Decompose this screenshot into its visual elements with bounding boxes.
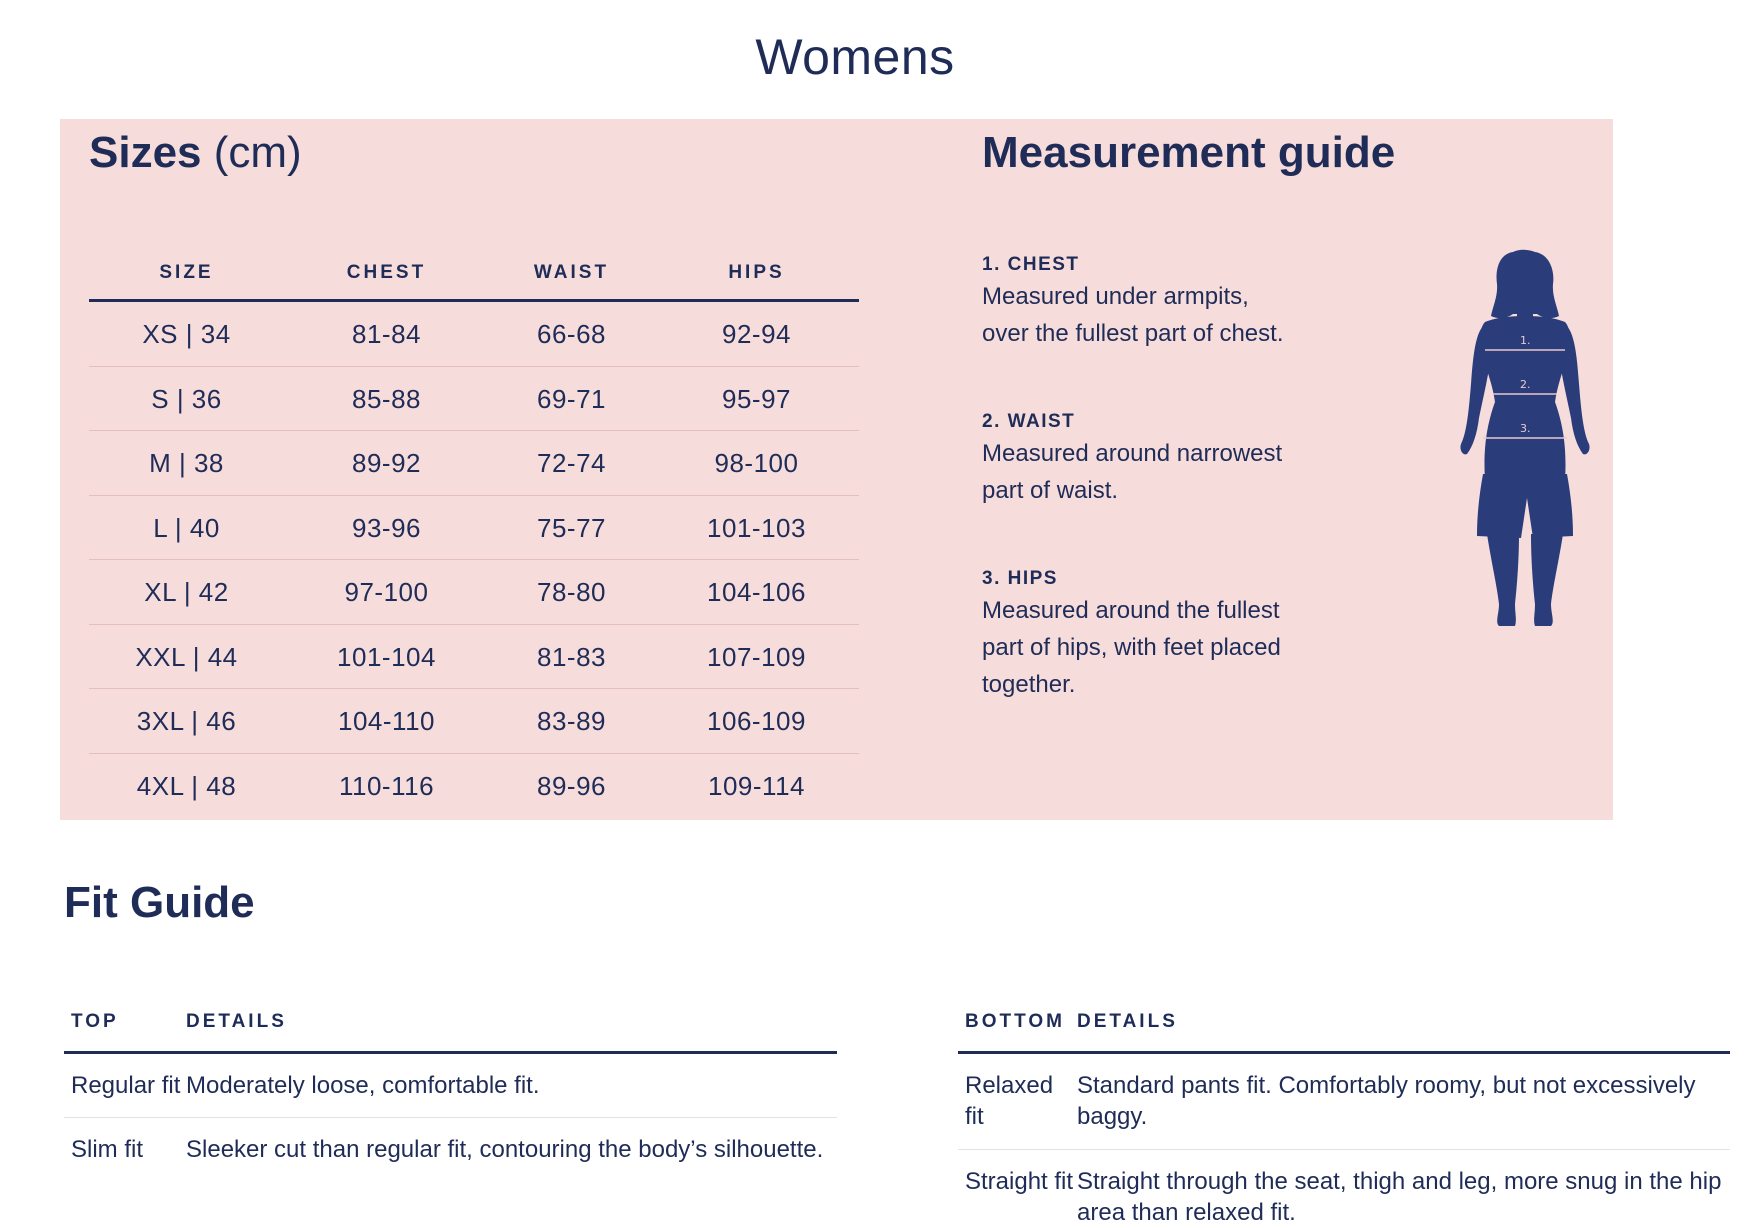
table-row: [89, 367, 859, 432]
fit-details-cell: [1077, 1070, 1696, 1149]
hips-cell: 109-114: [708, 770, 805, 801]
waist-mark: 2.: [1520, 378, 1531, 391]
measurement-guide-heading: Measurement guide: [982, 128, 1396, 177]
chest-cell: 93-96: [352, 512, 421, 543]
fit-name-line: fit: [965, 1103, 984, 1130]
hips-mark: 3.: [1520, 422, 1531, 435]
measurement-text: Measured around the fullest: [982, 597, 1280, 624]
column-header-details: DETAILS: [1077, 1011, 1178, 1032]
measurement-label: 3. HIPS: [982, 568, 1058, 589]
table-row: [89, 496, 859, 561]
fit-guide-heading: Fit Guide: [64, 878, 255, 927]
waist-cell: 72-74: [537, 448, 606, 478]
column-header-bottom: BOTTOM: [965, 1011, 1065, 1032]
fit-name-line: Slim fit: [71, 1136, 143, 1163]
hips-cell: 101-103: [707, 512, 806, 543]
measurement-text: Measured under armpits,: [982, 283, 1249, 310]
chest-mark: 1.: [1520, 334, 1531, 347]
waist-cell: 89-96: [537, 770, 606, 801]
measurement-item-chest: [982, 252, 1342, 352]
fit-details-line: baggy.: [1077, 1103, 1148, 1130]
fit-table-top-header: [64, 1004, 837, 1054]
waist-cell: 83-89: [537, 706, 606, 736]
column-header-top: TOP: [71, 1011, 119, 1032]
page-title: Womens: [755, 29, 955, 85]
fit-name-line: Regular fit: [71, 1072, 181, 1099]
measurement-label: 1. CHEST: [982, 254, 1080, 275]
column-header-chest: CHEST: [346, 262, 427, 283]
measurement-text: over the fullest part of chest.: [982, 320, 1284, 347]
waist-cell: 66-68: [537, 319, 606, 349]
table-row: [958, 1150, 1730, 1228]
fit-details-line: Standard pants fit. Comfortably roomy, but not excessively: [1077, 1072, 1696, 1099]
fit-details-cell: [1077, 1166, 1721, 1228]
waist-cell: 69-71: [537, 383, 606, 414]
measurement-text: Measured around narrowest: [982, 440, 1283, 467]
sizes-heading-label: Sizes: [89, 128, 202, 177]
fit-table-bottom-header: [958, 1004, 1730, 1054]
table-row: [89, 754, 859, 819]
hips-cell: 95-97: [722, 383, 791, 414]
table-row: [89, 302, 859, 367]
measurement-item-hips: [982, 566, 1342, 703]
table-row: [89, 689, 859, 754]
measurement-text: part of waist.: [982, 477, 1119, 504]
chest-cell: 81-84: [352, 319, 421, 349]
column-header-hips: HIPS: [728, 262, 785, 283]
table-row: [89, 431, 859, 496]
hips-cell: 104-106: [707, 577, 806, 607]
waist-cell: 81-83: [537, 641, 606, 672]
fit-details-line: area than relaxed fit.: [1077, 1199, 1296, 1226]
column-header-details: DETAILS: [186, 1011, 287, 1032]
fit-details-cell: [186, 1070, 540, 1117]
fit-table-top: [64, 1004, 837, 1182]
column-header-size: SIZE: [159, 262, 214, 283]
chest-cell: 89-92: [352, 448, 421, 478]
table-row: [64, 1054, 837, 1118]
hips-cell: 106-109: [707, 706, 806, 736]
size-cell: 3XL | 46: [136, 706, 237, 736]
table-row: [89, 625, 859, 690]
fit-name-cell: [958, 1070, 1077, 1149]
size-cell: S | 36: [151, 383, 222, 414]
measurement-label: 2. WAIST: [982, 411, 1076, 432]
table-row: [958, 1054, 1730, 1150]
chest-cell: 85-88: [352, 383, 421, 414]
fit-name-cell: [958, 1166, 1077, 1228]
sizes-table-header: [89, 254, 859, 302]
fit-name-cell: [64, 1070, 186, 1117]
chest-cell: 104-110: [338, 706, 435, 736]
fit-name-cell: [64, 1134, 186, 1182]
size-cell: L | 40: [153, 512, 220, 543]
waist-cell: 75-77: [537, 512, 606, 543]
hips-cell: 98-100: [714, 448, 799, 478]
fit-details-line: Sleeker cut than regular fit, contouring the body’s silhouette.: [186, 1136, 824, 1163]
fit-details-cell: [186, 1134, 823, 1182]
waist-cell: 78-80: [537, 577, 606, 607]
size-cell: 4XL | 48: [136, 770, 237, 801]
size-cell: M | 38: [149, 448, 224, 478]
sizes-heading: [89, 128, 302, 178]
sizes-table: [89, 254, 859, 818]
fit-name-line: Relaxed: [965, 1072, 1054, 1099]
size-cell: XS | 34: [142, 319, 231, 349]
chest-cell: 97-100: [344, 577, 429, 607]
size-cell: XL | 42: [144, 577, 229, 607]
fit-table-bottom: [958, 1004, 1730, 1228]
table-row: [89, 560, 859, 625]
column-header-waist: WAIST: [533, 262, 610, 283]
hips-cell: 92-94: [722, 319, 791, 349]
measurement-item-waist: [982, 409, 1342, 509]
body-silhouette-icon: [1455, 248, 1595, 634]
fit-name-line: Straight fit: [965, 1168, 1074, 1195]
hips-cell: 107-109: [707, 641, 806, 672]
chest-cell: 101-104: [337, 641, 436, 672]
chest-cell: 110-116: [338, 770, 435, 801]
table-row: [64, 1118, 837, 1182]
fit-details-line: Moderately loose, comfortable fit.: [186, 1072, 540, 1099]
sizes-heading-unit: (cm): [213, 128, 302, 177]
measurement-text: part of hips, with feet placed: [982, 634, 1281, 661]
fit-details-line: Straight through the seat, thigh and leg, more snug in the hip: [1077, 1168, 1722, 1195]
measurement-text: together.: [982, 671, 1076, 698]
size-cell: XXL | 44: [135, 641, 238, 672]
